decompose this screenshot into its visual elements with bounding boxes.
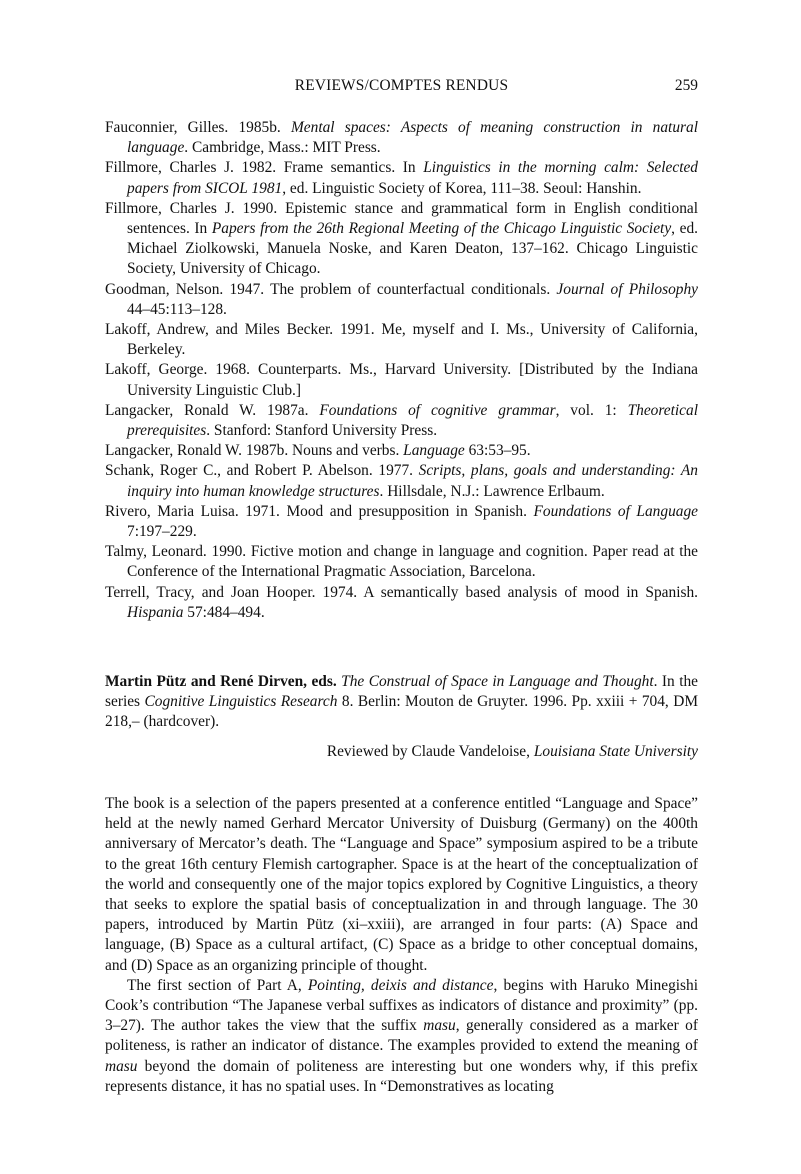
series-title: Cognitive Linguistics Research bbox=[144, 693, 338, 711]
reference-item: Fillmore, Charles J. 1990. Epistemic stance and grammatical form in English conditional sentences. In Papers from the 26th Regional Meeting of the Chicago Linguistic Society, ed. Michael Ziolkowski, Manuela Noske, and Karen Deaton, 137–162. Chicago Linguistic Society, University of Chicago. bbox=[105, 199, 698, 278]
page-number: 259 bbox=[674, 77, 698, 94]
reference-item: Rivero, Maria Luisa. 1971. Mood and presupposition in Spanish. Foundations of Language 7:197–229. bbox=[105, 502, 698, 541]
reference-item: Talmy, Leonard. 1990. Fictive motion and change in language and cognition. Paper read at the Conference of the International Pragmatic Association, Barcelona. bbox=[105, 543, 698, 581]
reviewer-line: Reviewed by Claude Vandeloise, Louisiana State University bbox=[326, 743, 698, 760]
body-paragraph: The first section of Part A, Pointing, deixis and distance, begins with Haruko Minegishi Cook’s contribution “The Japanese verbal suffixes as indicators of distance and proximity” (pp. 3–27). The author takes the view that the suffix masu, generally considered as a marker of politeness, is rather an indicator of distance. The examples provided to extend the meaning of masu beyond the domain of politeness are interesting but one wonders why, if this prefix represents distance, it has no spatial uses. In “Demonstratives as locating bbox=[105, 976, 699, 1095]
reference-item: Goodman, Nelson. 1947. The problem of counterfactual conditionals. Journal of Philosophy 44–45:113–128. bbox=[105, 280, 699, 318]
body-paragraph: The book is a selection of the papers presented at a conference entitled “Language and Space” held at the newly named Gerhard Mercator University of Duisburg (Germany) on the 400th anniversary of Mercator’s death. The “Language and Space” symposium aspired to be a tribute to the great 16th century Flemish cartographer. Space is at the heart of the conceptualization of the world and consequently one of the major topics explored by Cognitive Linguistics, a theory that seeks to explore the spatial basis of conceptualization in and through language. The 30 papers, introduced by Martin Pütz (xi–xxiii), are arranged in four parts: (A) Space and language, (B) Space as a cultural artifact, (C) Space as a bridge to other conceptual domains, and (D) Space as an organizing principle of thought. bbox=[105, 795, 698, 974]
book-citation: Martin Pütz and René Dirven, eds. The Construal of Space in Language and Thought. In the series Cognitive Linguistics Research 8. Berlin: Mouton de Gruyter. 1996. Pp. xxiii + 704, DM 218,– (hardcover). bbox=[105, 673, 699, 731]
reviewer-affiliation: Louisiana State University bbox=[533, 743, 698, 760]
reference-item: Terrell, Tracy, and Joan Hooper. 1974. A semantically based analysis of mood in Spanish. Hispania 57:484–494. bbox=[105, 583, 698, 621]
book-editors: Martin Pütz and René Dirven, eds. bbox=[105, 673, 337, 690]
reference-item: Schank, Roger C., and Robert P. Abelson. 1977. Scripts, plans, goals and understanding: An inquiry into human knowledge structures. Hillsdale, N.J.: Lawrence Erlbaum. bbox=[105, 462, 699, 500]
review-body bbox=[105, 794, 698, 1097]
reference-item: Langacker, Ronald W. 1987b. Nouns and verbs. Language 63:53–95. bbox=[105, 442, 531, 460]
reference-list bbox=[105, 118, 698, 623]
reference-item: Fillmore, Charles J. 1982. Frame semantics. In Linguistics in the morning calm: Selected papers from SICOL 1981, ed. Linguistic Society of Korea, 111–38. Seoul: Hanshin. bbox=[105, 159, 698, 197]
running-head bbox=[105, 76, 698, 96]
running-title: REVIEWS/COMPTES RENDUS bbox=[294, 77, 509, 94]
reference-item: Langacker, Ronald W. 1987a. Foundations of cognitive grammar, vol. 1: Theoretical prerequisites. Stanford: Stanford University Press. bbox=[105, 401, 698, 440]
reference-item: Lakoff, Andrew, and Miles Becker. 1991. Me, myself and I. Ms., University of California, Berkeley. bbox=[105, 321, 698, 359]
reference-item: Lakoff, George. 1968. Counterparts. Ms., Harvard University. [Distributed by the Indiana University Linguistic Club.] bbox=[105, 361, 698, 399]
reference-item: Fauconnier, Gilles. 1985b. Mental spaces: Aspects of meaning construction in natural language. Cambridge, Mass.: MIT Press. bbox=[105, 119, 698, 157]
book-title: The Construal of Space in Language and Thought bbox=[341, 673, 654, 690]
